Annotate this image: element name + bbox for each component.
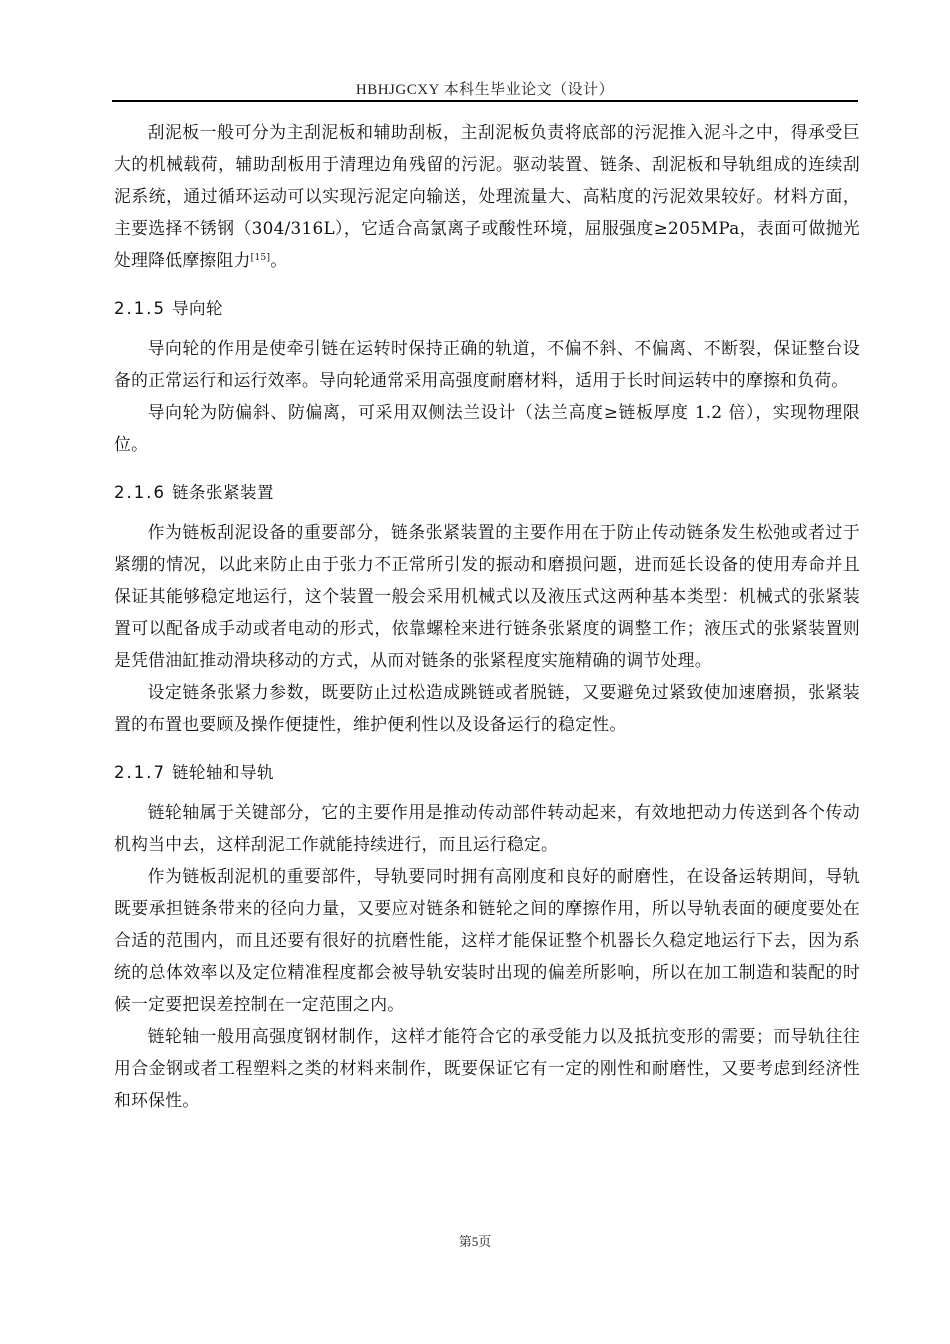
body-paragraph: 导向轮的作用是使牵引链在运转时保持正确的轨道，不偏不斜、不偏离、不断裂，保证整台设备的正常运行和运行效率。导向轮通常采用高强度耐磨材料，适用于长时间运转中的摩擦和负荷。: [114, 338, 860, 390]
section-title: 链轮轴和导轨: [171, 763, 274, 782]
page-header: HBHJGCXY 本科生毕业论文（设计）: [355, 82, 615, 98]
section-heading-2-1-6: [114, 480, 860, 506]
citation-marker: [15]: [250, 253, 271, 263]
body-paragraph: 作为链板刮泥设备的重要部分，链条张紧装置的主要作用在于防止传动链条发生松弛或者过于紧绷的情况，以此来防止由于张力不正常所引发的振动和磨损问题，进而延长设备的使用寿命并且保证其能够稳定地运行，这个装置一般会采用机械式以及液压式这两种基本类型：机械式的张紧装置可以配备成手动或者电动的形式，依靠螺栓来进行链条张紧度的调整工作；液压式的张紧装置则是凭借油缸推动滑块移动的方式，从而对链条的张紧程度实施精确的调节处理。: [114, 522, 860, 670]
section-number: 2.1.5: [114, 299, 166, 318]
page-number: 第5页: [458, 1234, 492, 1249]
section-number: 2.1.7: [114, 763, 166, 782]
intro-paragraph: [114, 116, 860, 276]
section-title: 链条张紧装置: [171, 483, 274, 502]
section-heading-2-1-5: [114, 296, 860, 322]
section-title: 导向轮: [171, 299, 223, 318]
intro-text: 刮泥板一般可分为主刮泥板和辅助刮板，主刮泥板负责将底部的污泥推入泥斗之中，得承受巨大的机械载荷，辅助刮板用于清理边角残留的污泥。驱动装置、链条、刮泥板和导轨组成的连续刮泥系统，通过循环运动可以实现污泥定向输送，处理流量大、高粘度的污泥效果较好。材料方面，主要选择不锈钢（304/316L），它适合高氯离子或酸性环境，屈服强度≥205MPa，表面可做抛光处理降低摩擦阻力: [114, 122, 860, 270]
page-body: [114, 116, 860, 1116]
section-heading-2-1-7: [114, 760, 860, 786]
body-paragraph: 链轮轴属于关键部分，它的主要作用是推动传动部件转动起来，有效地把动力传送到各个传动机构当中去，这样刮泥工作就能持续进行，而且运行稳定。: [114, 802, 860, 854]
intro-end: 。: [270, 250, 288, 270]
body-paragraph: 作为链板刮泥机的重要部件，导轨要同时拥有高刚度和良好的耐磨性，在设备运转期间，导轨既要承担链条带来的径向力量，又要应对链条和链轮之间的摩擦作用，所以导轨表面的硬度要处在合适的范围内，而且还要有很好的抗磨性能，这样才能保证整个机器长久稳定地运行下去，因为系统的总体效率以及定位精准程度都会被导轨安装时出现的偏差所影响，所以在加工制造和装配的时候一定要把误差控制在一定范围之内。: [114, 866, 860, 1014]
header-rule: [112, 100, 858, 102]
section-number: 2.1.6: [114, 483, 166, 502]
body-paragraph: 链轮轴一般用高强度钢材制作，这样才能符合它的承受能力以及抵抗变形的需要；而导轨往往用合金钢或者工程塑料之类的材料来制作，既要保证它有一定的刚性和耐磨性，又要考虑到经济性和环保性。: [114, 1026, 860, 1110]
body-paragraph: 导向轮为防偏斜、防偏离，可采用双侧法兰设计（法兰高度≥链板厚度 1.2 倍），实现物理限位。: [114, 402, 860, 454]
body-paragraph: 设定链条张紧力参数，既要防止过松造成跳链或者脱链，又要避免过紧致使加速磨损，张紧装置的布置也要顾及操作便捷性，维护便利性以及设备运行的稳定性。: [114, 682, 860, 734]
